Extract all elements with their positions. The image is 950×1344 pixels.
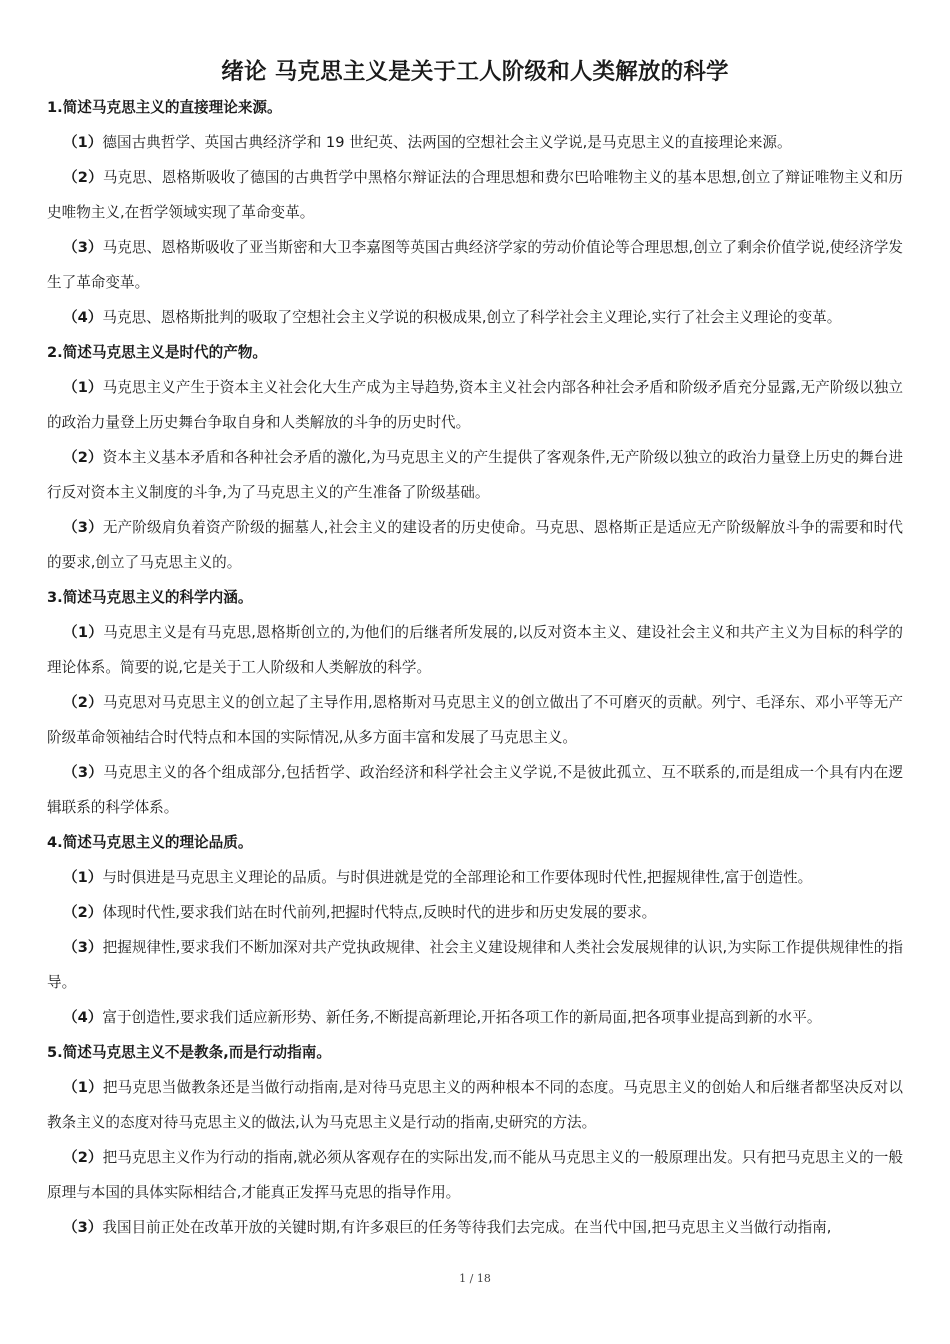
document-page [47,56,903,1245]
section-3 [47,580,903,825]
item-number: （2） [63,449,103,466]
page-number: 1 / 18 [459,1272,491,1285]
item-number: （1） [63,869,103,886]
answer-paragraph [47,615,903,685]
answer-paragraph [47,440,903,510]
item-number: （2） [63,904,103,921]
answer-paragraph [47,230,903,300]
item-text: 体现时代性,要求我们站在时代前列,把握时代特点,反映时代的进步和历史发展的要求。 [102,904,657,921]
item-number: （1） [63,624,104,641]
item-number: （4） [63,1009,103,1026]
answer-paragraph [47,300,903,335]
item-number: （1） [63,134,103,151]
question-heading: 2.简述马克思主义是时代的产物。 [47,344,268,361]
item-number: （4） [63,309,103,326]
item-number: （3） [63,764,104,781]
answer-paragraph [47,1000,903,1035]
item-text: 与时俱进是马克思主义理论的品质。与时俱进就是党的全部理论和工作要体现时代性,把握规律性,富于创造性。 [102,869,813,886]
section-5 [47,1035,903,1245]
item-number: （3） [63,1219,103,1236]
item-number: （3） [63,519,103,536]
item-text: 马克思、恩格斯批判的吸取了空想社会主义学说的积极成果,创立了科学社会主义理论,实行了社会主义理论的变革。 [102,309,842,326]
section-1 [47,90,903,335]
question-heading: 4.简述马克思主义的理论品质。 [47,834,253,851]
answer-paragraph [47,370,903,440]
item-text: 把马克思当做教条还是当做行动指南,是对待马克思主义的两种根本不同的态度。马克思主义的创始人和后继者都坚决反对以教条主义的态度对待马克思主义的做法,认为马克思主义是行动的指南,史研究的方法。 [47,1079,903,1131]
item-text: 马克思、恩格斯吸收了亚当斯密和大卫李嘉图等英国古典经济学家的劳动价值论等合理思想,创立了剩余价值学说,使经济学发生了革命变革。 [47,239,903,291]
question-heading: 5.简述马克思主义不是教条,而是行动指南。 [47,1044,331,1061]
item-text: 马克思主义的各个组成部分,包括哲学、政治经济和科学社会主义学说,不是彼此孤立、互不联系的,而是组成一个具有内在逻辑联系的科学体系。 [47,764,904,816]
item-text: 我国目前正处在改革开放的关键时期,有许多艰巨的任务等待我们去完成。在当代中国,把马克思主义当做行动指南, [102,1219,832,1236]
item-number: （3） [63,239,103,256]
answer-paragraph [47,125,903,160]
item-text: 资本主义基本矛盾和各种社会矛盾的激化,为马克思主义的产生提供了客观条件,无产阶级以独立的政治力量登上历史的舞台进行反对资本主义制度的斗争,为了马克思主义的产生准备了阶级基础。 [47,449,903,501]
answer-paragraph [47,1140,903,1210]
answer-paragraph [47,160,903,230]
item-text: 德国古典哲学、英国古典经济学和 19 世纪英、法两国的空想社会主义学说,是马克思主义的直接理论来源。 [102,134,792,151]
section-4 [47,825,903,1035]
section-2 [47,335,903,580]
item-text: 无产阶级肩负着资产阶级的掘墓人,社会主义的建设者的历史使命。马克思、恩格斯正是适应无产阶级解放斗争的需要和时代的要求,创立了马克思主义的。 [47,519,903,571]
item-text: 富于创造性,要求我们适应新形势、新任务,不断提高新理论,开拓各项工作的新局面,把各项事业提高到新的水平。 [102,1009,822,1026]
item-text: 把马克思主义作为行动的指南,就必须从客观存在的实际出发,而不能从马克思主义的一般原理出发。只有把马克思主义的一般原理与本国的具体实际相结合,才能真正发挥马克思的指导作用。 [47,1149,903,1201]
item-text: 把握规律性,要求我们不断加深对共产党执政规律、社会主义建设规律和人类社会发展规律的认识,为实际工作提供规律性的指导。 [47,939,903,991]
item-number: （1） [63,1079,103,1096]
item-text: 马克思主义产生于资本主义社会化大生产成为主导趋势,资本主义社会内部各种社会矛盾和阶级矛盾充分显露,无产阶级以独立的政治力量登上历史舞台争取自身和人类解放的斗争的历史时代。 [47,379,903,431]
item-text: 马克思、恩格斯吸收了德国的古典哲学中黑格尔辩证法的合理思想和费尔巴哈唯物主义的基本思想,创立了辩证唯物主义和历史唯物主义,在哲学领域实现了革命变革。 [47,169,903,221]
item-number: （2） [63,169,103,186]
answer-paragraph [47,930,903,1000]
question-heading: 1.简述马克思主义的直接理论来源。 [47,99,282,116]
question-heading: 3.简述马克思主义的科学内涵。 [47,589,253,606]
answer-paragraph [47,1210,903,1245]
answer-paragraph [47,685,903,755]
item-number: （2） [63,694,103,711]
item-text: 马克思主义是有马克思,恩格斯创立的,为他们的后继者所发展的,以反对资本主义、建设社会主义和共产主义为目标的科学的理论体系。简要的说,它是关于工人阶级和人类解放的科学。 [47,624,904,676]
item-text: 马克思对马克思主义的创立起了主导作用,恩格斯对马克思主义的创立做出了不可磨灭的贡献。列宁、毛泽东、邓小平等无产阶级革命领袖结合时代特点和本国的实际情况,从多方面丰富和发展了马克思主义。 [47,694,903,746]
item-number: （3） [63,939,103,956]
answer-paragraph [47,1070,903,1140]
answer-paragraph [47,510,903,580]
item-number: （2） [63,1149,103,1166]
answer-paragraph [47,755,903,825]
answer-paragraph [47,895,903,930]
answer-paragraph [47,860,903,895]
page-title: 绪论 马克思主义是关于工人阶级和人类解放的科学 [221,59,729,85]
item-number: （1） [63,379,103,396]
